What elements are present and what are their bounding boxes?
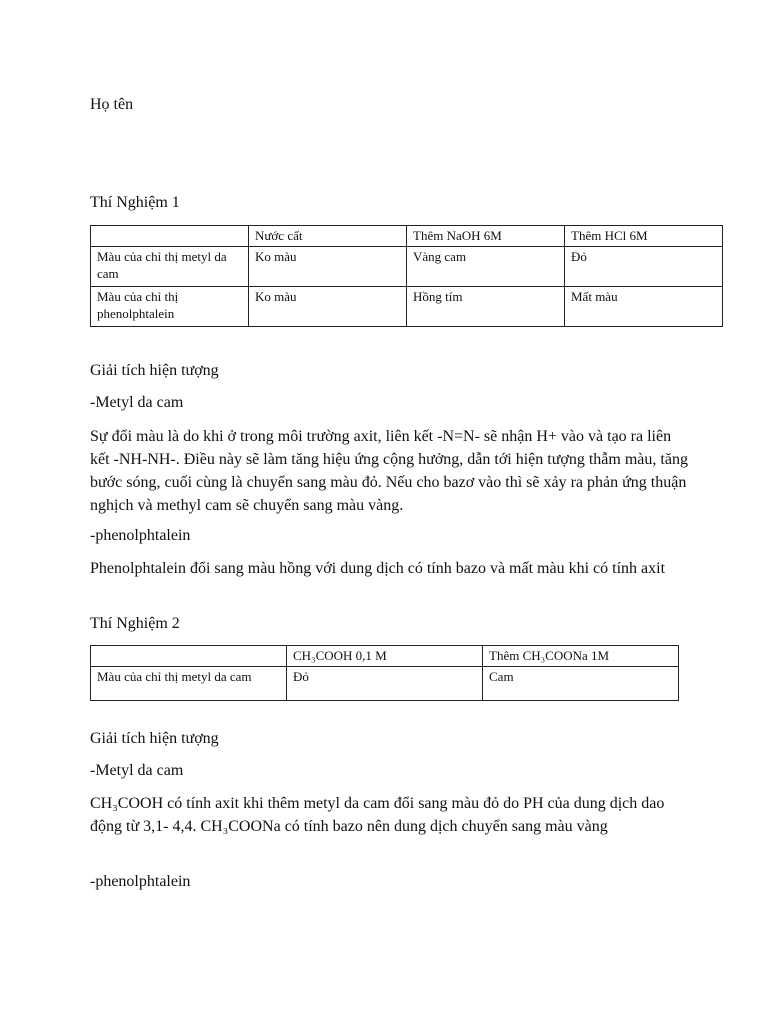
table-cell: Đỏ: [565, 247, 723, 287]
experiment-2-table: [90, 645, 679, 701]
header-cell: [91, 226, 249, 247]
experiment-1-table: [90, 225, 723, 327]
table-cell: Vàng cam: [407, 247, 565, 287]
table-row: [91, 287, 723, 327]
header-cell: Thêm CH₃COONa 1M: [483, 646, 679, 667]
methyl-heading-1: -Metyl da cam: [90, 394, 184, 411]
table-cell: Cam: [483, 667, 679, 701]
analysis-title-2: Giải tích hiện tượng: [90, 730, 219, 747]
header-cell: Nước cất: [249, 226, 407, 247]
table-row: [91, 667, 679, 701]
table-header-row: [91, 226, 723, 247]
table-cell: Màu của chỉ thị phenolphtalein: [91, 287, 249, 327]
methyl-heading-2: -Metyl da cam: [90, 762, 184, 779]
experiment-2-title: Thí Nghiệm 2: [90, 615, 180, 632]
methyl-paragraph-1: Sự đổi màu là do khi ở trong môi trường axit, liên kết -N=N- sẽ nhận H+ vào và tạo ra liên kết -NH-NH-. Điều này sẽ làm tăng hiệu ứng cộng hưởng, dẫn tới hiện tượng thẫm màu, tăng bước sóng, cuối cùng là chuyển sang màu đỏ. Nếu cho bazơ vào thì sẽ xảy ra phản ứng thuận nghịch và methyl cam sẽ chuyển sang màu vàng.: [90, 428, 688, 514]
table-cell: Hồng tím: [407, 287, 565, 327]
methyl-paragraph-2: CH₃COOH có tính axit khi thêm metyl da cam đổi sang màu đỏ do PH của dung dịch dao động từ 3,1- 4,4. CH₃COONa có tính bazo nên dung dịch chuyển sang màu vàng: [90, 795, 665, 835]
table-cell: Đỏ: [287, 667, 483, 701]
table-row: [91, 247, 723, 287]
header-cell: Thêm NaOH 6M: [407, 226, 565, 247]
phenol-paragraph-1: Phenolphtalein đổi sang màu hồng với dung dịch có tính bazo và mất màu khi có tính axit: [90, 560, 666, 577]
header-cell: CH₃COOH 0,1 M: [287, 646, 483, 667]
phenol-heading-2: -phenolphtalein: [90, 873, 191, 890]
table-cell: Mất màu: [565, 287, 723, 327]
header-cell: [91, 646, 287, 667]
header-cell: Thêm HCl 6M: [565, 226, 723, 247]
table-cell: Màu của chỉ thị metyl da cam: [91, 247, 249, 287]
phenol-heading-1: -phenolphtalein: [90, 527, 191, 544]
table-cell: Ko màu: [249, 247, 407, 287]
experiment-1-title: Thí Nghiệm 1: [90, 194, 180, 211]
table-cell: Ko màu: [249, 287, 407, 327]
analysis-title-1: Giải tích hiện tượng: [90, 362, 219, 379]
table-cell: Màu của chỉ thị metyl da cam: [91, 667, 287, 701]
table-header-row: [91, 646, 679, 667]
name-label: Họ tên: [90, 96, 134, 113]
